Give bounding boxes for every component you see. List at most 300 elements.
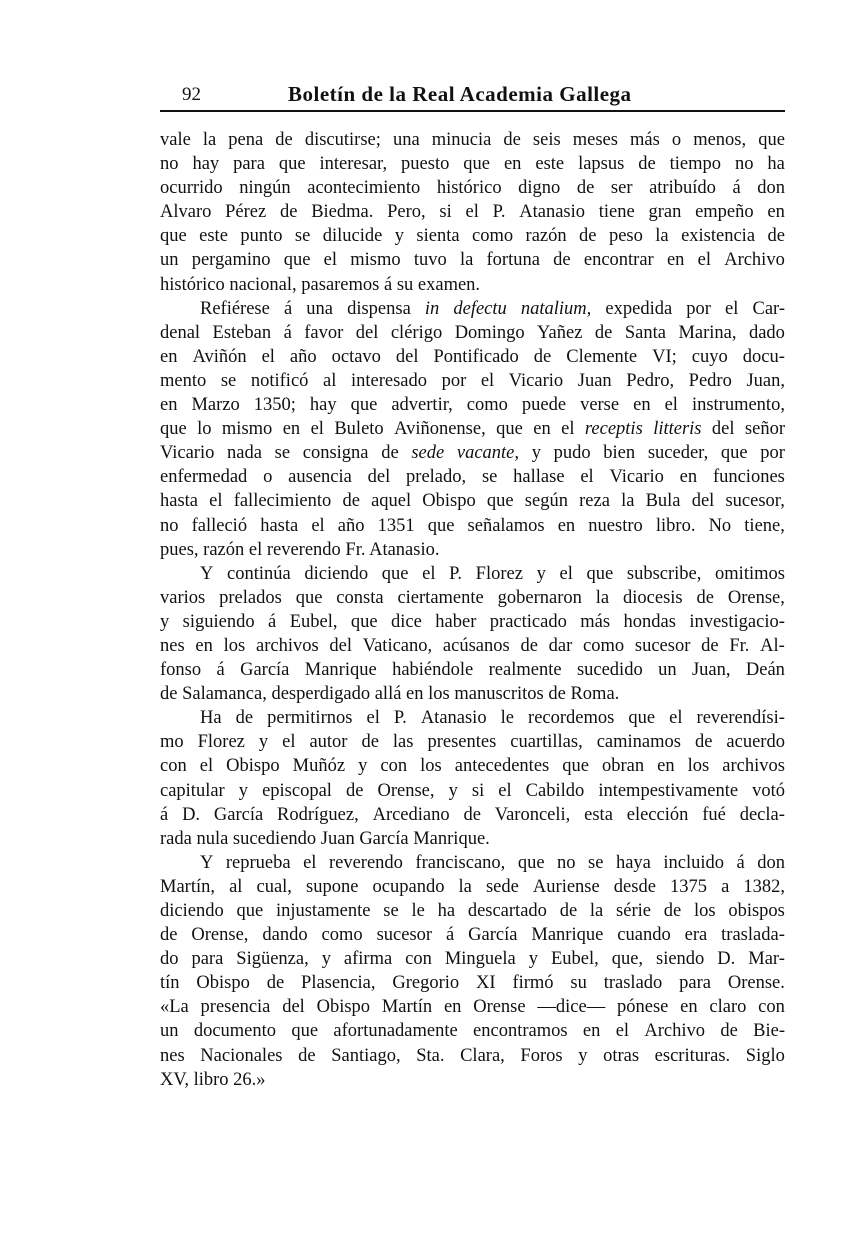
word: Orense. <box>727 973 785 994</box>
word: consta <box>336 587 384 608</box>
italic-word: natalium, <box>520 298 592 319</box>
word: con <box>380 756 408 777</box>
word: como <box>583 635 625 656</box>
word: de <box>701 635 719 656</box>
word: de <box>663 901 682 921</box>
word: en <box>533 419 551 440</box>
italic-word: in <box>424 298 440 319</box>
word: no <box>160 154 179 175</box>
word: 1375 <box>670 876 707 897</box>
word: subscribe, <box>626 563 702 584</box>
word: Marzo <box>191 395 240 416</box>
word: y <box>238 780 249 801</box>
word: mento <box>160 370 207 391</box>
text-line <box>160 947 785 971</box>
word: Pedro <box>688 370 732 391</box>
text-line <box>160 1068 785 1092</box>
word: los <box>223 635 246 656</box>
word: capitular <box>160 780 225 801</box>
word: don <box>757 178 785 199</box>
word: consigna <box>302 443 369 464</box>
word: el <box>310 419 324 440</box>
word: según <box>524 491 568 512</box>
word: de <box>279 202 298 223</box>
word: la <box>589 901 604 921</box>
word: Clara, <box>460 1045 505 1066</box>
word: Yañez <box>537 322 583 343</box>
word: no <box>557 852 576 873</box>
word: tiene <box>598 202 635 223</box>
word: Martín <box>381 997 433 1018</box>
word: en <box>657 756 675 777</box>
word: más <box>580 611 611 632</box>
word: discutirse; <box>304 130 381 150</box>
word: don <box>757 852 785 873</box>
word: de <box>342 491 360 512</box>
word: en <box>767 202 785 223</box>
word: Y <box>200 563 214 584</box>
line-text: rada nula sucediendo Juan García Manrique. <box>160 828 490 849</box>
word: D. <box>182 804 201 825</box>
text-line <box>160 827 785 851</box>
word: los <box>687 756 710 777</box>
word: en <box>282 419 301 440</box>
word: verse <box>580 395 620 416</box>
italic-word: sede <box>411 443 445 464</box>
running-title: Boletín de la Real Academia Gallega <box>288 82 632 106</box>
word: hallase <box>513 467 565 488</box>
text-line <box>160 971 785 995</box>
word: intempestivamente <box>598 780 739 801</box>
word: de <box>553 250 571 271</box>
italic-word: litteris <box>653 419 702 440</box>
word: incluido <box>663 852 725 873</box>
word: de <box>638 154 656 175</box>
word: el <box>669 708 683 729</box>
word: pudo <box>553 443 591 464</box>
word: el <box>697 250 711 271</box>
text-line <box>160 465 785 489</box>
word: que <box>427 515 455 536</box>
word: pergamino <box>191 250 271 271</box>
word: Atanasio <box>420 708 487 729</box>
word: al <box>229 876 243 897</box>
word: diciendo <box>160 901 224 921</box>
word: señalamos <box>467 515 545 536</box>
word: escrituras. <box>654 1045 731 1066</box>
text-line <box>160 417 785 441</box>
word: pónese <box>616 997 669 1018</box>
word: de <box>559 901 578 921</box>
word: instrumento, <box>691 395 785 416</box>
word: y <box>358 756 368 777</box>
text-line <box>160 875 785 899</box>
word: cuyo <box>691 346 728 367</box>
word: sienta <box>416 226 460 247</box>
line-text: pues, razón el reverendo Fr. Atanasio. <box>160 539 440 560</box>
word: fonso <box>160 660 202 681</box>
word: diciendo <box>304 563 369 584</box>
word: y <box>531 443 541 464</box>
text-line <box>160 899 785 923</box>
word: cual, <box>256 876 292 897</box>
word: histórico <box>436 178 502 199</box>
word: por <box>760 443 785 464</box>
word: nes <box>160 1045 185 1066</box>
word: de <box>275 130 293 150</box>
word: atribuído <box>649 178 716 199</box>
word: á <box>268 611 277 632</box>
word: del <box>711 419 735 440</box>
word: minucia <box>431 130 492 150</box>
word: hay <box>192 154 220 175</box>
word: Manrique <box>304 660 377 681</box>
word: de <box>345 780 364 801</box>
word: sede <box>485 876 519 897</box>
word: el <box>480 370 495 391</box>
word: sucesor <box>634 635 691 656</box>
word: no <box>160 515 179 536</box>
word: año <box>337 515 365 536</box>
word: do <box>160 949 179 970</box>
word: dilucide <box>322 226 383 247</box>
word: interesar, <box>319 154 388 175</box>
word: acontecimiento <box>307 178 421 199</box>
italic-word: receptis <box>584 419 643 440</box>
word: que <box>295 587 323 608</box>
word: funciones <box>712 467 785 488</box>
word: descartado <box>467 901 547 921</box>
word: sucesor, <box>725 491 785 512</box>
text-line <box>160 152 785 176</box>
text-line <box>160 297 785 321</box>
word: el <box>282 732 296 753</box>
text-line <box>160 610 785 634</box>
word: que <box>463 154 491 175</box>
word: las <box>392 732 414 753</box>
text-line <box>160 128 785 152</box>
word: año <box>289 346 317 367</box>
text-line <box>160 682 785 706</box>
word: del <box>355 322 379 343</box>
running-header <box>160 80 785 112</box>
text-line <box>160 923 785 947</box>
word: 1350; <box>253 395 296 416</box>
word: el <box>559 563 573 584</box>
word: tín <box>160 973 180 994</box>
text-line <box>160 345 785 369</box>
word: por <box>441 370 467 391</box>
word: en <box>680 997 698 1018</box>
word: y <box>536 563 546 584</box>
word: este <box>535 154 565 175</box>
word: favor <box>304 322 344 343</box>
line-text: XV, libro 26.» <box>160 1069 266 1090</box>
italic-word: defectu <box>453 298 507 319</box>
word: y <box>448 780 458 801</box>
text-line <box>160 754 785 778</box>
word: interesado <box>350 370 427 391</box>
word: que <box>486 491 514 512</box>
word: un <box>658 660 677 681</box>
word: en <box>666 250 685 271</box>
word: si <box>439 202 452 223</box>
word: en <box>582 1021 601 1042</box>
word: Varonceli, <box>494 804 571 825</box>
text-line <box>160 200 785 224</box>
word: série <box>616 901 651 921</box>
word: el <box>725 298 739 319</box>
word: el <box>366 708 380 729</box>
word: «La <box>160 997 189 1018</box>
word: Al- <box>760 635 785 656</box>
word: vale <box>160 130 191 150</box>
word: á <box>736 852 745 873</box>
word: archivos <box>255 635 319 656</box>
word: para <box>679 973 711 994</box>
word: y <box>321 949 331 970</box>
word: omitimos <box>715 563 785 584</box>
word: á <box>160 804 169 825</box>
word: á <box>216 660 225 681</box>
word: en <box>503 154 522 175</box>
word: de <box>298 1045 316 1066</box>
word: Obispo <box>196 973 250 994</box>
word: o <box>671 130 682 150</box>
word: varios <box>160 587 206 608</box>
word: octavo <box>331 346 381 367</box>
word: de <box>767 226 785 247</box>
word: —dice— <box>537 997 606 1018</box>
word: fortuna <box>486 250 540 271</box>
word: Auriense <box>532 876 600 897</box>
word: el <box>615 1021 630 1042</box>
word: clérigo <box>390 322 443 343</box>
word: que <box>381 563 409 584</box>
word: Eubel, <box>289 611 338 632</box>
word: era <box>684 925 708 946</box>
word: Refiérese <box>200 298 270 319</box>
word: investigacio- <box>689 611 785 632</box>
word: hasta <box>260 515 299 536</box>
word: menos, <box>693 130 747 150</box>
word: traslado <box>603 973 663 994</box>
word: encontramos <box>473 1021 568 1042</box>
word: nes <box>160 635 185 656</box>
word: ha <box>437 901 456 921</box>
word: haya <box>615 852 651 873</box>
word: Esteban <box>212 322 272 343</box>
word: fué <box>702 804 726 825</box>
word: señor <box>744 419 785 440</box>
word: desde <box>613 876 656 897</box>
word: ningún <box>239 178 291 199</box>
word: Santiago, <box>331 1045 401 1066</box>
word: Gregorio <box>392 973 460 994</box>
word: le <box>411 901 425 921</box>
word: una <box>306 298 333 319</box>
word: el <box>561 419 575 440</box>
word: seis <box>532 130 561 150</box>
word: Plasencia, <box>301 973 376 994</box>
word: y <box>160 611 170 632</box>
word: episcopal <box>262 780 332 801</box>
word: en <box>679 467 698 488</box>
word: y <box>394 226 404 247</box>
word: de <box>720 1021 738 1042</box>
word: de <box>576 178 595 199</box>
word: que <box>628 708 656 729</box>
word: ha <box>767 154 785 175</box>
word: que <box>562 756 589 777</box>
word: denal <box>160 322 201 343</box>
word: Eubel, <box>550 949 599 970</box>
word: los <box>420 756 442 777</box>
word: del <box>329 635 353 656</box>
text-line <box>160 224 785 248</box>
word: Martín, <box>160 876 215 897</box>
word: afirma <box>343 949 393 970</box>
word: Sta. <box>416 1045 445 1066</box>
word: si <box>471 780 485 801</box>
word: falleció <box>191 515 248 536</box>
word: VI; <box>652 346 677 367</box>
word: firmó <box>512 973 554 994</box>
word: que <box>283 250 311 271</box>
word: con <box>160 756 187 777</box>
word: este <box>199 226 228 247</box>
word: de <box>594 322 613 343</box>
word: su <box>570 973 587 994</box>
word: la <box>621 491 635 512</box>
word: docu- <box>742 346 785 367</box>
word: Pero, <box>387 202 426 223</box>
word: existencia <box>681 226 756 247</box>
word: el <box>261 346 275 367</box>
word: bien <box>603 443 636 464</box>
word: Vicario <box>508 370 564 391</box>
word: con <box>758 997 785 1018</box>
word: votó <box>752 780 785 801</box>
word: Siglo <box>745 1045 785 1066</box>
word: reverendo <box>328 852 403 873</box>
word: Muñóz <box>292 756 346 777</box>
text-line <box>160 995 785 1019</box>
word: de <box>235 708 254 729</box>
word: encontrar <box>583 250 654 271</box>
word: más <box>630 130 660 150</box>
text-line <box>160 658 785 682</box>
word: autor <box>309 732 348 753</box>
word: Orense, <box>377 780 435 801</box>
word: D. <box>717 949 736 970</box>
word: dar <box>548 635 573 656</box>
word: cuando <box>617 925 671 946</box>
word: que <box>291 1021 319 1042</box>
word: de <box>579 226 597 247</box>
word: que <box>160 226 187 247</box>
word: la <box>655 226 669 247</box>
word: Y <box>200 852 214 873</box>
word: dispensa <box>347 298 411 319</box>
word: para <box>233 154 265 175</box>
word: notificó <box>250 370 309 391</box>
word: Florez <box>197 732 245 753</box>
word: que <box>278 154 306 175</box>
word: presencia <box>200 997 271 1018</box>
word: Car- <box>752 298 785 319</box>
word: el <box>465 202 479 223</box>
word: punto <box>240 226 283 247</box>
word: decla- <box>739 804 785 825</box>
word: el <box>199 756 214 777</box>
word: á <box>283 322 292 343</box>
word: prelados <box>219 587 282 608</box>
word: afortunadamente <box>333 1021 458 1042</box>
word: Florez <box>475 563 523 584</box>
word: archivos <box>722 756 785 777</box>
word: Juan, <box>691 660 731 681</box>
word: Pontificado <box>433 346 519 367</box>
word: García <box>240 660 290 681</box>
word: de <box>361 732 379 753</box>
text-line <box>160 176 785 200</box>
word: P. <box>492 202 506 223</box>
word: otras <box>603 1045 640 1066</box>
word: se <box>383 901 399 921</box>
word: en <box>195 635 213 656</box>
word: expedida <box>605 298 673 319</box>
word: á <box>283 298 293 319</box>
word: realmente <box>488 660 562 681</box>
word: advertir, <box>391 395 453 416</box>
text-line <box>160 634 785 658</box>
word: caminamos <box>596 732 681 753</box>
text-line <box>160 538 785 562</box>
word: Arcediano <box>372 804 450 825</box>
word: el <box>664 395 678 416</box>
text-line <box>160 489 785 513</box>
word: en <box>160 395 178 416</box>
word: No <box>708 515 732 536</box>
word: supone <box>306 876 359 897</box>
word: en <box>443 997 462 1018</box>
word: diocesis <box>623 587 683 608</box>
text-line <box>160 1019 785 1043</box>
word: lapsus <box>578 154 625 175</box>
word: Nacionales <box>200 1045 283 1066</box>
word: puede <box>521 395 567 416</box>
word: o <box>263 467 273 488</box>
text-line <box>160 730 785 754</box>
word: Orense, <box>191 925 249 946</box>
word: de <box>160 925 178 946</box>
word: ciertamente <box>397 587 484 608</box>
word: Biedma. <box>311 202 374 223</box>
word: empeño <box>695 202 754 223</box>
word: tuvo <box>413 250 447 271</box>
word: hay <box>309 395 337 416</box>
word: no <box>734 154 754 175</box>
word: mismo <box>350 250 401 271</box>
word: fallecimiento <box>233 491 332 512</box>
word: ocupando <box>372 876 445 897</box>
word: Aviñonense, <box>394 419 486 440</box>
word: Pedro, <box>626 370 675 391</box>
word: al <box>323 370 337 391</box>
word: el <box>580 467 594 488</box>
word: de <box>463 804 481 825</box>
